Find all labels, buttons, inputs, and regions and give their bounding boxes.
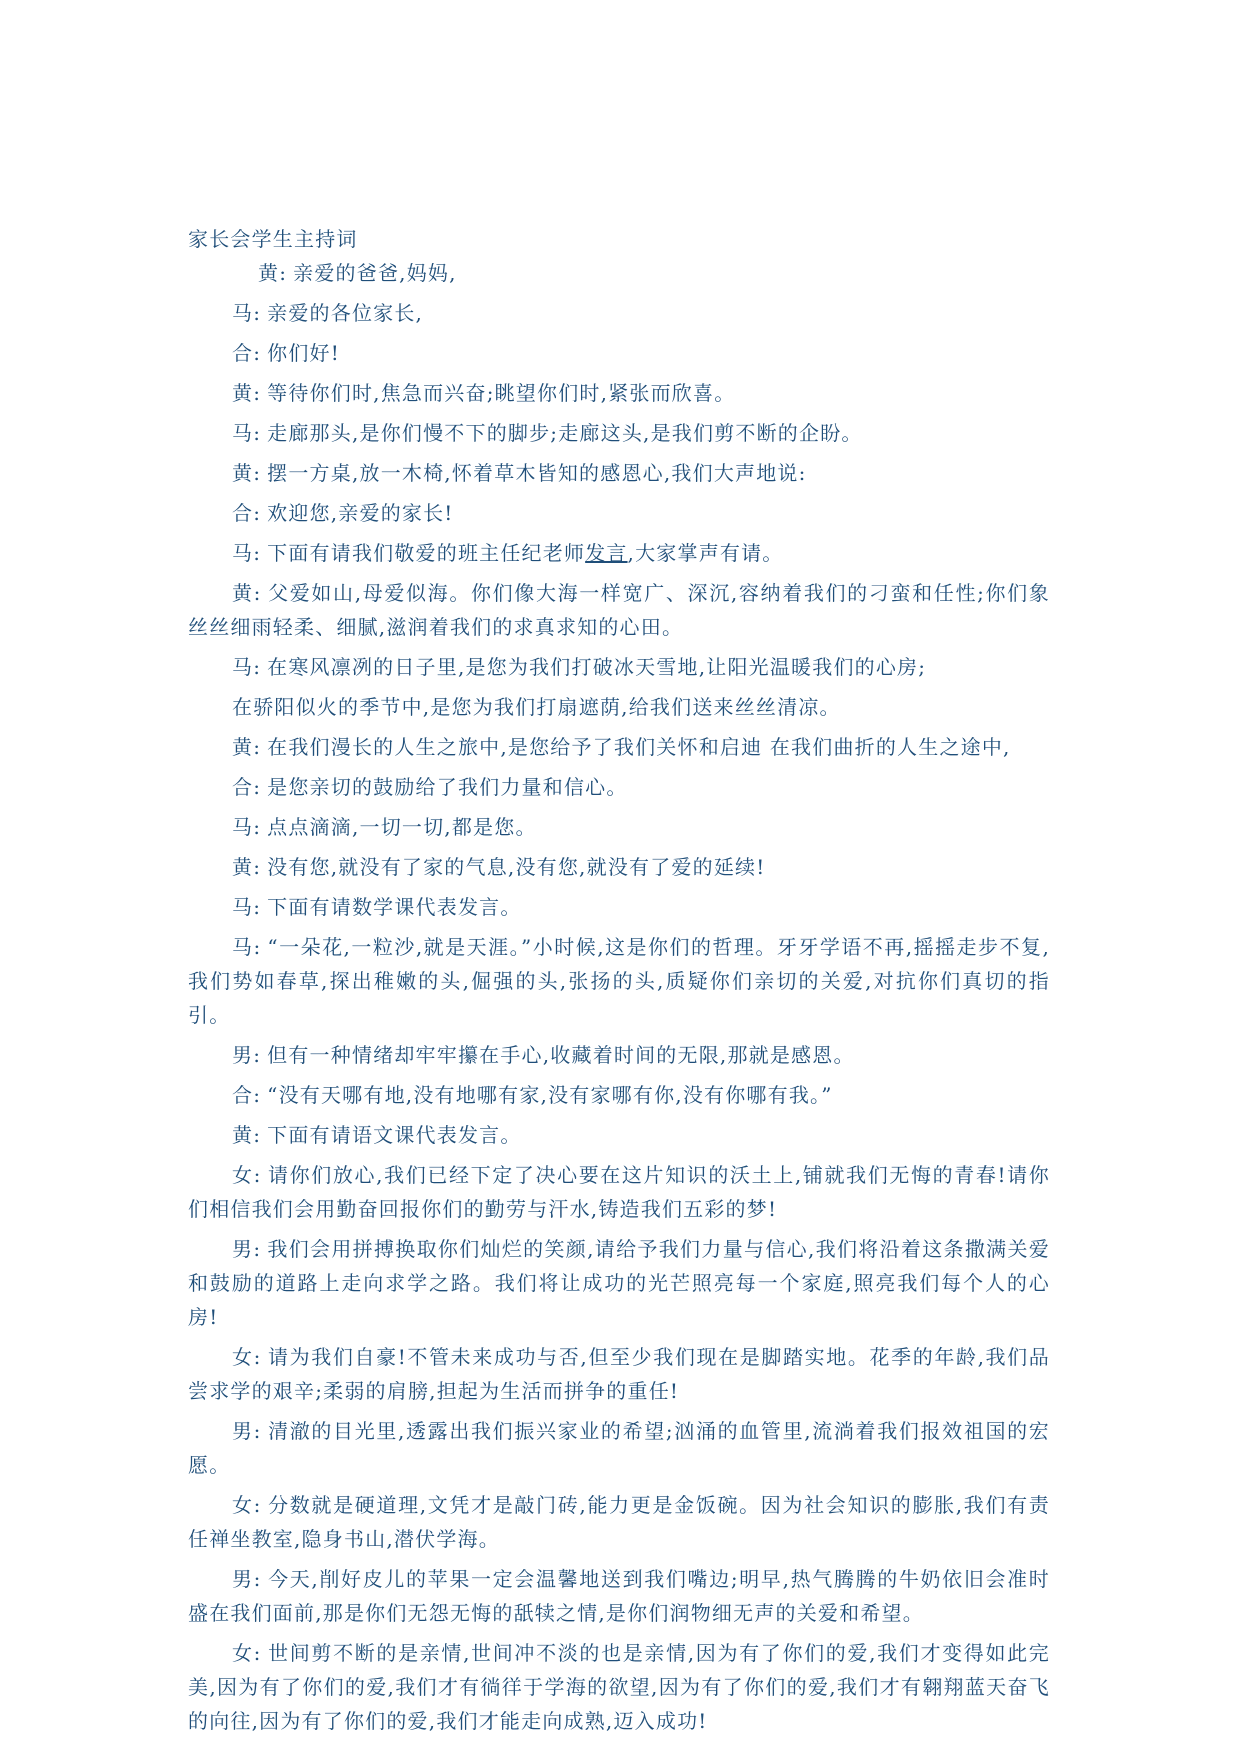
paragraph xyxy=(188,1562,1050,1630)
paragraph-text: 请你们放心,我们已经下定了决心要在这片知识的沃土上,铺就我们无悔的青春!请你们相信我们会用勤奋回报你们的勤劳与汗水,铸造我们五彩的梦! xyxy=(188,1163,1050,1221)
paragraph-text: 清澈的目光里,透露出我们振兴家业的希望;汹涌的血管里,流淌着我们报效祖国的宏愿。 xyxy=(188,1419,1051,1477)
paragraph-text: 父爱如山,母爱似海。你们像大海一样宽广、深沉,容纳着我们的刁蛮和任性;你们象丝丝细雨轻柔、细腻,滋润着我们的求真求知的心田。 xyxy=(188,581,1051,639)
paragraph-text: 我们会用拼搏换取你们灿烂的笑颜,请给予我们力量与信心,我们将沿着这条撒满关爱和鼓励的道路上走向求学之路。我们将让成功的光芒照亮每一个家庭,照亮我们每个人的心房! xyxy=(188,1237,1050,1329)
speaker-label: 黄: xyxy=(232,381,262,405)
speaker-label: 黄: xyxy=(258,261,288,285)
paragraph-text: 今天,削好皮儿的苹果一定会温馨地送到我们嘴边;明早,热气腾腾的牛奶依旧会准时盛在我们面前,那是你们无怨无悔的舐犊之情,是你们润物细无声的关爱和希望。 xyxy=(188,1567,1051,1625)
paragraph xyxy=(188,1636,1050,1738)
speaker-label: 女: xyxy=(232,1163,262,1187)
paragraph xyxy=(188,416,1050,450)
speaker-label: 男: xyxy=(232,1567,262,1591)
paragraph-text: “没有天哪有地,没有地哪有家,没有家哪有你,没有你哪有我。” xyxy=(267,1083,833,1107)
speaker-label: 男: xyxy=(232,1419,262,1443)
document-title: 家长会学生主持词 xyxy=(188,227,358,251)
paragraph-text: 但有一种情绪却牢牢攥在手心,收藏着时间的无限,那就是感恩。 xyxy=(267,1043,855,1067)
paragraph-text: 欢迎您,亲爱的家长! xyxy=(267,501,454,525)
paragraph-text: 摆一方桌,放一木椅,怀着草木皆知的感恩心,我们大声地说: xyxy=(267,461,807,485)
speech-link[interactable]: 发言 xyxy=(585,541,628,565)
paragraph-text: 等待你们时,焦急而兴奋;眺望你们时,紧张而欣喜。 xyxy=(267,381,736,405)
speaker-label: 马: xyxy=(232,655,262,679)
speaker-label: 马: xyxy=(232,301,262,325)
speaker-label: 男: xyxy=(232,1237,262,1261)
speaker-label: 马: xyxy=(232,421,262,445)
paragraph xyxy=(188,456,1050,490)
paragraph xyxy=(188,1078,1050,1112)
speaker-label: 黄: xyxy=(232,855,262,879)
paragraph xyxy=(188,1118,1050,1152)
document-body xyxy=(188,222,1050,1738)
paragraph xyxy=(188,1340,1050,1408)
paragraph xyxy=(188,650,1050,684)
paragraph xyxy=(188,256,1050,290)
speaker-label: 合: xyxy=(232,775,262,799)
speaker-label: 马: xyxy=(232,895,262,919)
speaker-label: 合: xyxy=(232,501,262,525)
paragraph-text: 点点滴滴,一切一切,都是您。 xyxy=(267,815,537,839)
paragraph xyxy=(188,1232,1050,1334)
paragraph xyxy=(188,296,1050,330)
speaker-label: 合: xyxy=(232,341,262,365)
paragraph xyxy=(188,576,1050,644)
paragraph xyxy=(188,536,1050,570)
paragraph-text: ,大家掌声有请。 xyxy=(627,541,784,565)
speaker-label: 马: xyxy=(232,541,262,565)
paragraph-text: 亲爱的各位家长, xyxy=(267,301,424,325)
speaker-label: 女: xyxy=(232,1493,262,1517)
paragraph xyxy=(188,1488,1050,1556)
paragraph-text: 在寒风凛冽的日子里,是您为我们打破冰天雪地,让阳光温暖我们的心房; xyxy=(267,655,927,679)
paragraph-text: 下面有请我们敬爱的班主任纪老师 xyxy=(267,541,586,565)
paragraph xyxy=(188,730,1050,764)
paragraph xyxy=(188,850,1050,884)
speaker-label: 黄: xyxy=(232,1123,262,1147)
paragraph xyxy=(188,496,1050,530)
speaker-label: 马: xyxy=(232,815,262,839)
speaker-label: 女: xyxy=(232,1345,262,1369)
speaker-label: 黄: xyxy=(232,581,262,605)
paragraph-text: 亲爱的爸爸,妈妈, xyxy=(293,261,457,285)
speaker-label: 马: xyxy=(232,935,262,959)
paragraph xyxy=(188,1038,1050,1072)
paragraph-text: 在骄阳似火的季节中,是您为我们打扇遮荫,给我们送来丝丝清凉。 xyxy=(232,695,841,719)
speaker-label: 女: xyxy=(232,1641,262,1665)
speaker-label: 黄: xyxy=(232,461,262,485)
paragraph xyxy=(188,376,1050,410)
paragraph xyxy=(188,930,1050,1032)
paragraph-text: 请为我们自豪!不管未来成功与否,但至少我们现在是脚踏实地。花季的年龄,我们品尝求学的艰辛;柔弱的肩膀,担起为生活而拼争的重任! xyxy=(188,1345,1050,1403)
paragraph-text: 你们好! xyxy=(267,341,340,365)
paragraph xyxy=(188,1414,1050,1482)
paragraph xyxy=(188,690,1050,724)
paragraph-text: 没有您,就没有了家的气息,没有您,就没有了爱的延续! xyxy=(267,855,766,879)
paragraph xyxy=(188,336,1050,370)
paragraph-text: 是您亲切的鼓励给了我们力量和信心。 xyxy=(267,775,628,799)
paragraph xyxy=(188,890,1050,924)
paragraph-text: 走廊那头,是你们慢不下的脚步;走廊这头,是我们剪不断的企盼。 xyxy=(267,421,863,445)
paragraph xyxy=(188,770,1050,804)
paragraph xyxy=(188,810,1050,844)
paragraph-text: 下面有请语文课代表发言。 xyxy=(267,1123,522,1147)
paragraph-text: “一朵花,一粒沙,就是天涯。”小时候,这是你们的哲理。牙牙学语不再,摇摇走步不复,我们势如春草,探出稚嫩的头,倔强的头,张扬的头,质疑你们亲切的关爱,对抗你们真切的指引。 xyxy=(188,935,1051,1027)
paragraph-text: 在我们漫长的人生之旅中,是您给予了我们关怀和启迪 在我们曲折的人生之途中, xyxy=(267,735,1011,759)
speaker-label: 合: xyxy=(232,1083,262,1107)
paragraph-text: 下面有请数学课代表发言。 xyxy=(267,895,522,919)
speaker-label: 黄: xyxy=(232,735,262,759)
paragraph xyxy=(188,1158,1050,1226)
paragraph-text: 世间剪不断的是亲情,世间冲不淡的也是亲情,因为有了你们的爱,我们才变得如此完美,因为有了你们的爱,我们才有徜徉于学海的欲望,因为有了你们的爱,我们才有翱翔蓝天奋飞的向往,因为有了你们的爱,我们才能走向成熟,迈入成功! xyxy=(188,1641,1051,1733)
paragraph-text: 分数就是硬道理,文凭才是敲门砖,能力更是金饭碗。因为社会知识的膨胀,我们有责任禅坐教室,隐身书山,潜伏学海。 xyxy=(188,1493,1051,1551)
speaker-label: 男: xyxy=(232,1043,262,1067)
